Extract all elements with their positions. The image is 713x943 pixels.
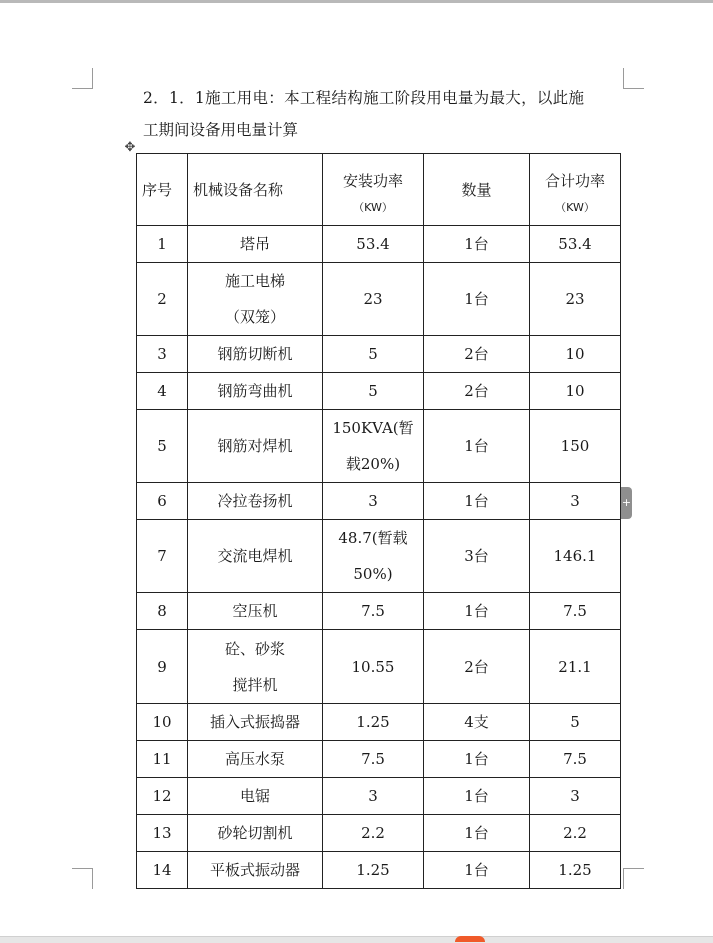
cell-name[interactable]: 钢筋切断机 <box>188 336 323 373</box>
side-expand-plus-icon[interactable]: + <box>621 487 632 519</box>
cell-total[interactable]: 150 <box>530 410 621 483</box>
table-row[interactable] <box>137 778 621 815</box>
cell-power[interactable]: 5 <box>323 373 424 410</box>
cell-name-line-2: 搅拌机 <box>232 675 278 694</box>
cell-no[interactable]: 1 <box>137 226 188 263</box>
cell-power[interactable]: 10.55 <box>323 630 424 704</box>
cell-no[interactable]: 9 <box>137 630 188 704</box>
table-row[interactable] <box>137 815 621 852</box>
cell-total[interactable]: 21.1 <box>530 630 621 704</box>
cell-qty[interactable]: 3台 <box>424 520 530 593</box>
table-row[interactable] <box>137 226 621 263</box>
cell-no[interactable]: 10 <box>137 704 188 741</box>
cell-qty[interactable]: 1台 <box>424 852 530 889</box>
cell-no[interactable]: 7 <box>137 520 188 593</box>
table-row[interactable] <box>137 336 621 373</box>
header-total-unit: （KW） <box>555 200 595 214</box>
cell-qty[interactable]: 2台 <box>424 630 530 704</box>
cell-no[interactable]: 3 <box>137 336 188 373</box>
cell-name[interactable]: 插入式振捣器 <box>188 704 323 741</box>
cell-no[interactable]: 2 <box>137 263 188 336</box>
cell-power[interactable]: 3 <box>323 778 424 815</box>
table-row[interactable] <box>137 410 621 483</box>
crop-mark-top-left <box>72 68 93 89</box>
header-power-label: 安装功率 <box>342 171 403 190</box>
cell-power[interactable] <box>323 520 424 593</box>
cell-power-line-1: 150KVA(暂 <box>332 419 414 437</box>
cell-power[interactable]: 1.25 <box>323 704 424 741</box>
cell-total[interactable]: 23 <box>530 263 621 336</box>
table-row[interactable] <box>137 263 621 336</box>
cell-total[interactable]: 53.4 <box>530 226 621 263</box>
cell-name[interactable]: 砂轮切割机 <box>188 815 323 852</box>
cell-total[interactable]: 3 <box>530 483 621 520</box>
cell-name-line-2: （双笼） <box>224 308 285 326</box>
crop-mark-top-right <box>623 68 644 89</box>
table-move-handle-icon[interactable]: ✥ <box>124 140 136 155</box>
cell-power[interactable]: 1.25 <box>323 852 424 889</box>
status-bar-accent <box>455 936 485 942</box>
cell-no[interactable]: 5 <box>137 410 188 483</box>
table-row[interactable] <box>137 373 621 410</box>
header-name: 机械设备名称 <box>188 154 323 226</box>
table-row[interactable] <box>137 520 621 593</box>
header-power <box>323 154 424 226</box>
cell-power[interactable]: 2.2 <box>323 815 424 852</box>
cell-power[interactable]: 5 <box>323 336 424 373</box>
crop-mark-bottom-left <box>72 868 93 889</box>
cell-total[interactable]: 5 <box>530 704 621 741</box>
header-power-unit: （KW） <box>353 200 393 214</box>
cell-power-line-1: 48.7(暂载 <box>338 529 408 547</box>
cell-name-line-1: 砼、砂浆 <box>224 639 285 658</box>
table-row[interactable] <box>137 704 621 741</box>
header-total <box>530 154 621 226</box>
cell-name-line-1: 施工电梯 <box>224 272 285 290</box>
cell-power-line-2: 载20%) <box>345 455 401 473</box>
table-row[interactable] <box>137 630 621 704</box>
cell-name[interactable]: 塔吊 <box>188 226 323 263</box>
cell-power[interactable]: 7.5 <box>323 741 424 778</box>
cell-no[interactable]: 14 <box>137 852 188 889</box>
cell-name[interactable]: 空压机 <box>188 593 323 630</box>
cell-power[interactable]: 23 <box>323 263 424 336</box>
window-top-border <box>0 0 713 3</box>
table-row[interactable] <box>137 852 621 889</box>
cell-power[interactable]: 3 <box>323 483 424 520</box>
cell-power[interactable]: 53.4 <box>323 226 424 263</box>
cell-power-line-2: 50%) <box>353 565 393 583</box>
cell-total[interactable]: 7.5 <box>530 593 621 630</box>
cell-name[interactable]: 高压水泵 <box>188 741 323 778</box>
paragraph-line-2[interactable]: 工期间设备用电量计算 <box>143 121 299 139</box>
cell-no[interactable]: 6 <box>137 483 188 520</box>
cell-total[interactable]: 146.1 <box>530 520 621 593</box>
cell-name[interactable]: 交流电焊机 <box>188 520 323 593</box>
cell-name[interactable]: 钢筋对焊机 <box>188 410 323 483</box>
cell-qty[interactable]: 2台 <box>424 336 530 373</box>
cell-total[interactable]: 2.2 <box>530 815 621 852</box>
paragraph-line-1[interactable]: 2．1．1施工用电：本工程结构施工阶段用电量为最大，以此施 <box>143 89 585 107</box>
cell-power[interactable] <box>323 410 424 483</box>
table-header-row <box>137 154 621 226</box>
cell-no[interactable]: 8 <box>137 593 188 630</box>
header-total-label: 合计功率 <box>544 171 605 190</box>
cell-power[interactable]: 7.5 <box>323 593 424 630</box>
cell-name[interactable]: 电锯 <box>188 778 323 815</box>
cell-qty[interactable]: 1台 <box>424 593 530 630</box>
cell-total[interactable]: 10 <box>530 336 621 373</box>
cell-qty[interactable]: 1台 <box>424 483 530 520</box>
cell-name[interactable]: 平板式振动器 <box>188 852 323 889</box>
cell-qty[interactable]: 1台 <box>424 741 530 778</box>
cell-name[interactable] <box>188 630 323 704</box>
cell-qty[interactable]: 2台 <box>424 373 530 410</box>
cell-no[interactable]: 12 <box>137 778 188 815</box>
table-row[interactable] <box>137 593 621 630</box>
cell-total[interactable]: 1.25 <box>530 852 621 889</box>
cell-name[interactable]: 钢筋弯曲机 <box>188 373 323 410</box>
cell-total[interactable]: 10 <box>530 373 621 410</box>
cell-total[interactable]: 3 <box>530 778 621 815</box>
cell-name[interactable]: 冷拉卷扬机 <box>188 483 323 520</box>
header-no: 序号 <box>137 154 188 226</box>
cell-qty[interactable]: 1台 <box>424 226 530 263</box>
cell-qty[interactable]: 4支 <box>424 704 530 741</box>
cell-qty[interactable]: 1台 <box>424 410 530 483</box>
table-row[interactable] <box>137 741 621 778</box>
cell-no[interactable]: 4 <box>137 373 188 410</box>
cell-qty[interactable]: 1台 <box>424 263 530 336</box>
equipment-power-table <box>136 153 621 889</box>
cell-no[interactable]: 11 <box>137 741 188 778</box>
cell-name[interactable] <box>188 263 323 336</box>
cell-qty[interactable]: 1台 <box>424 815 530 852</box>
cell-qty[interactable]: 1台 <box>424 778 530 815</box>
cell-total[interactable]: 7.5 <box>530 741 621 778</box>
table-row[interactable] <box>137 483 621 520</box>
crop-mark-bottom-right <box>623 868 644 889</box>
cell-no[interactable]: 13 <box>137 815 188 852</box>
header-qty: 数量 <box>424 154 530 226</box>
